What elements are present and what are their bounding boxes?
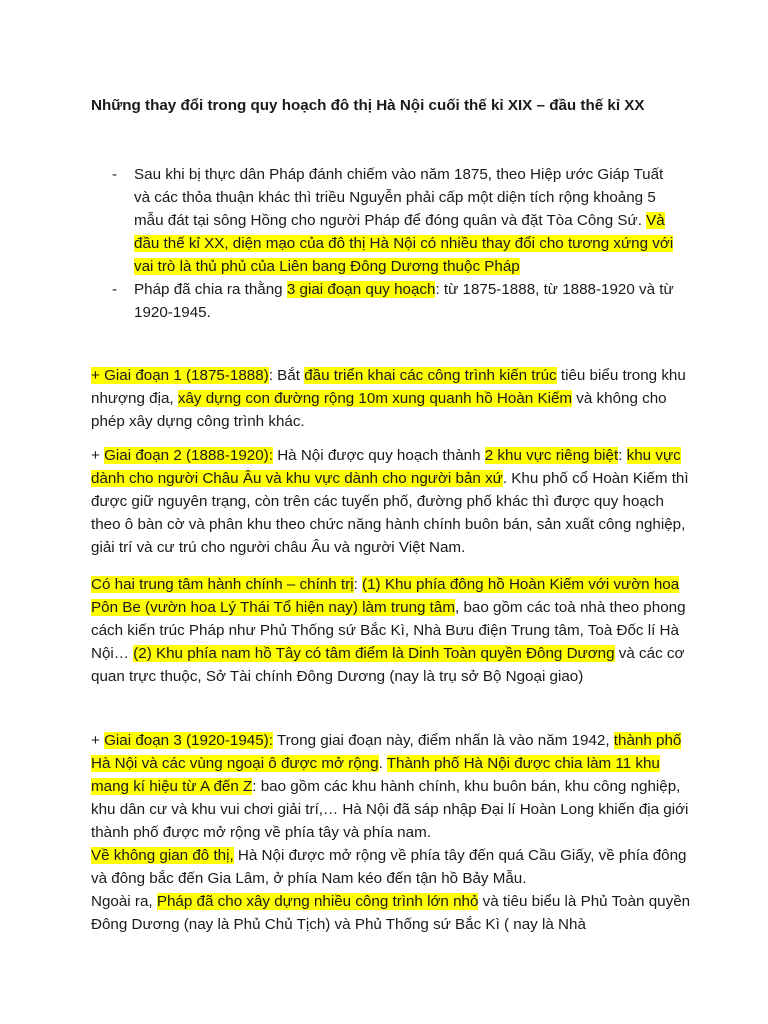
- bullet-text: Sau khi bị thực dân Pháp đánh chiếm vào năm 1875, theo Hiệp ước Giáp Tuất và các thỏa thuận khác thì triều Nguyễn phải cấp một diện tích rộng khoảng 5 mẫu đát tại sông Hồng cho người Pháp để đóng quân và đặt Tòa Công Sứ.: [134, 166, 664, 229]
- paragraph-phase-2: [91, 444, 691, 559]
- paragraph-text: và các cơ quan trực thuộc, Sở Tài chính Đông Dương (nay là trụ sở Bộ Ngoại giao): [91, 645, 685, 685]
- paragraph-text: tiêu biểu trong khu nhượng địa,: [91, 367, 686, 407]
- paragraph-text: Hà Nội được quy hoạch thành: [272, 447, 485, 464]
- paragraph-text: : bao gồm các khu hành chính, khu buôn bán, khu công nghiệp, khu dân cư và khu vui chơi giải trí,… Hà Nội đã sáp nhập Đại lí Hoàn Long khiến địa giới thành phố được mở rộng về phía tây và phía nam.: [91, 778, 689, 841]
- bullet-text: : từ 1875-1888, từ 1888-1920 và từ 1920-1945.: [134, 281, 674, 321]
- bullet-text: Pháp đã chia ra thằng: [134, 281, 287, 298]
- bullet-dash: -: [112, 166, 118, 183]
- highlighted-text: Giai đoạn 2 (1888-1920):: [104, 447, 273, 464]
- paragraph-two-centers: [91, 573, 691, 688]
- paragraph-text: : Bắt: [268, 367, 305, 384]
- highlighted-text: + Giai đoạn 1 (1875-1888): [91, 367, 269, 384]
- highlighted-text: xây dựng con đường rộng 10m xung quanh hồ Hoàn Kiếm: [177, 390, 573, 407]
- highlighted-text: Thành phố Hà Nội được chia làm 11 khu mang kí hiệu từ A đến Z: [91, 755, 660, 795]
- paragraph-text: +: [91, 732, 105, 749]
- paragraph-text: Hà Nội được mở rộng về phía tây đến quá Cầu Giấy, về phía đông và đông bắc đến Gia Lâm, ở phía Nam kéo đến tận hồ Bảy Mẫu.: [91, 847, 687, 887]
- highlighted-text: Về không gian đô thị,: [91, 847, 234, 864]
- highlighted-text: khu vực dành cho người Châu Âu và khu vực dành cho người bản xứ: [91, 447, 681, 487]
- highlighted-text: thành phố Hà Nội và các vùng ngoại ô được mở rộng: [91, 732, 682, 772]
- paragraph-text: Ngoài ra,: [91, 893, 157, 910]
- paragraph-phase-1: [91, 364, 691, 433]
- bullet-list: [112, 163, 682, 324]
- paragraph-text: Trong giai đoạn này, điểm nhấn là vào năm 1942,: [272, 732, 614, 749]
- highlighted-text: Có hai trung tâm hành chính – chính trị: [91, 576, 354, 593]
- paragraph-text: và tiêu biểu là Phủ Toàn quyền Đông Dương (nay là Phủ Chủ Tịch) và Phủ Thống sứ Bắc Kì ( nay là Nhà: [91, 893, 691, 933]
- highlighted-text: Pháp đã cho xây dựng nhiều công trình lớn nhỏ: [156, 893, 479, 910]
- paragraph-text: :: [353, 576, 363, 593]
- highlighted-text: 2 khu vực riêng biệt: [484, 447, 619, 464]
- bullet-item-french-occupation: [112, 163, 682, 278]
- paragraph-text: và không cho phép xây dựng công trình khác.: [91, 390, 667, 430]
- paragraph-phase-3: [91, 729, 691, 936]
- highlighted-text: Giai đoạn 3 (1920-1945):: [104, 732, 273, 749]
- highlighted-text: Và đầu thế kỉ XX, diện mạo của đô thị Hà Nội có nhiều thay đổi cho tương xứng với vai trò là thủ phủ của Liên bang Đông Dương thuộc Pháp: [134, 212, 674, 275]
- document-title: Những thay đổi trong quy hoạch đô thị Hà Nội cuối thế kỉ XIX – đầu thế kỉ XX: [91, 97, 645, 114]
- paragraph-text: . Khu phố cổ Hoàn Kiếm thì được giữ nguyên trạng, còn trên các tuyến phố, đường phố khác thì được quy hoạch theo ô bàn cờ và phân khu theo chức năng hành chính buôn bán, sản xuất công nghiệp, giải trí và cư trú cho người châu Âu và người Việt Nam.: [91, 470, 689, 556]
- paragraph-text: , bao gồm các toà nhà theo phong cách kiến trúc Pháp như Phủ Thống sứ Bắc Kì, Nhà Bưu điện Trung tâm, Toà Đốc lí Hà Nội…: [91, 599, 686, 662]
- paragraph-text: :: [618, 447, 627, 464]
- highlighted-text: 3 giai đoạn quy hoạch: [286, 281, 436, 298]
- highlighted-text: (2) Khu phía nam hồ Tây có tâm điểm là Dinh Toàn quyền Đông Dương: [133, 645, 615, 662]
- paragraph-text: .: [378, 755, 387, 772]
- bullet-item-three-phases: [112, 278, 682, 324]
- bullet-dash: -: [112, 281, 118, 298]
- highlighted-text: (1) Khu phía đông hồ Hoàn Kiếm với vườn hoa Pôn Be (vườn hoa Lý Thái Tổ hiện nay) làm trung tâm: [91, 576, 680, 616]
- paragraph-text: +: [91, 447, 105, 464]
- highlighted-text: đầu triển khai các công trình kiến trúc: [304, 367, 557, 384]
